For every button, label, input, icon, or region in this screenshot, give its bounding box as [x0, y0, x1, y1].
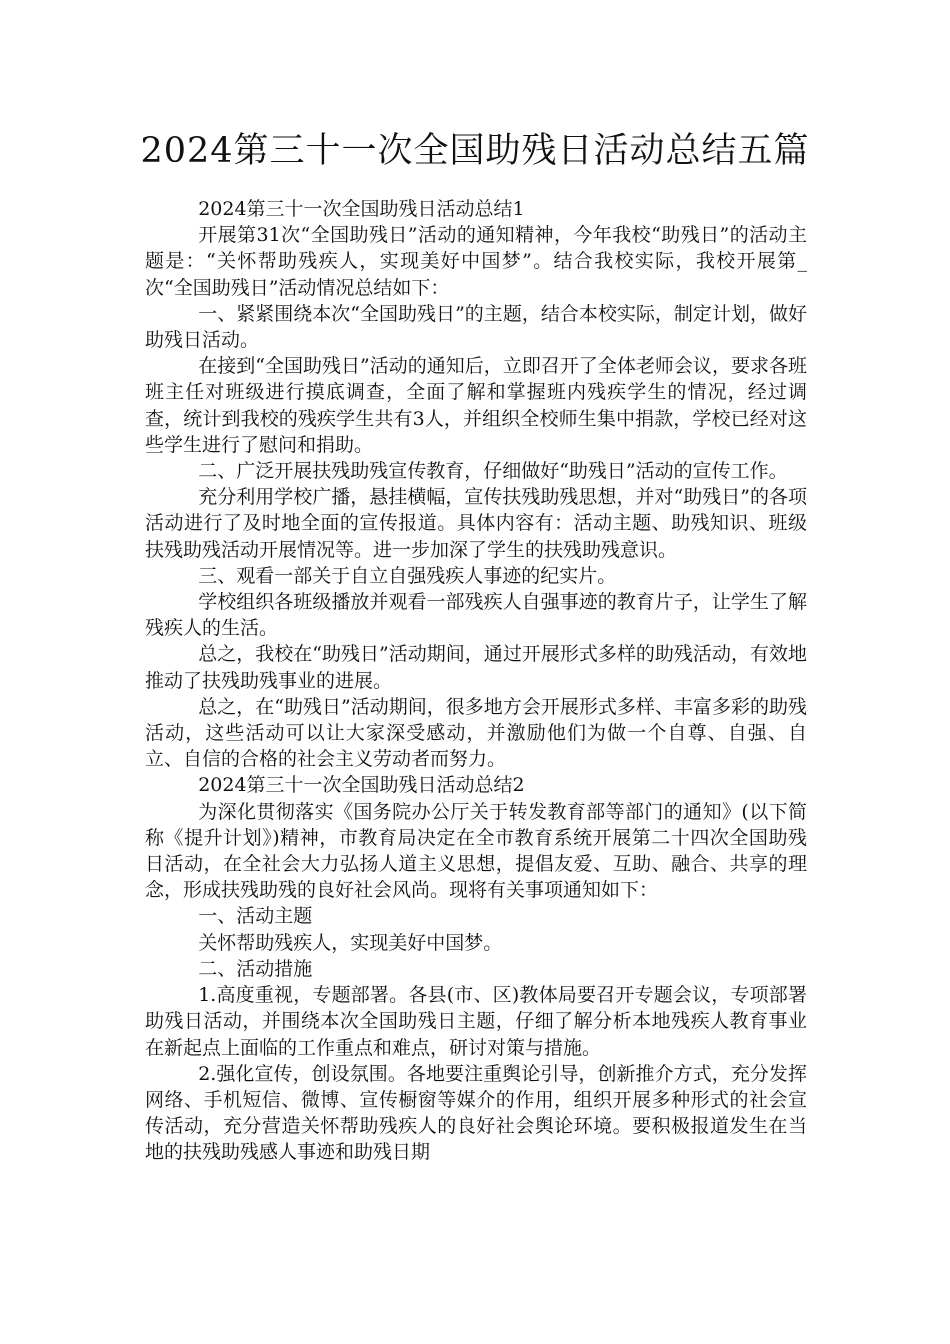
paragraph: 在接到“全国助残日”活动的通知后，立即召开了全体老师会议，要求各班班主任对班级进行摸底调查，全面了解和掌握班内残疾学生的情况，经过调查，统计到我校的残疾学生共有3人，并组织全校师生集中捐款，学校已经对这些学生进行了慰问和捐助。	[145, 355, 807, 456]
section-heading: 2024第三十一次全国助残日活动总结1	[198, 198, 525, 220]
paragraph: 一、活动主题	[198, 905, 313, 928]
paragraph: 一、紧紧围绕本次“全国助残日”的主题，结合本校实际，制定计划，做好助残日活动。	[145, 302, 807, 352]
paragraph: 2.强化宣传，创设氛围。各地要注重舆论引导，创新推介方式，充分发挥网络、手机短信、微博、宣传橱窗等媒介的作用，组织开展多种形式的社会宣传活动，充分营造关怀帮助残疾人的良好社会舆论环境。要积极报道发生在当地的扶残助残感人事迹和助残日期	[145, 1062, 807, 1164]
paragraph: 二、广泛开展扶残助残宣传教育，仔细做好“助残日”活动的宣传工作。	[198, 460, 788, 483]
paragraph: 总之，我校在“助残日”活动期间，通过开展形式多样的助残活动，有效地推动了扶残助残事业的进展。	[145, 643, 807, 692]
paragraph: 二、活动措施	[198, 957, 313, 980]
paragraph: 总之，在“助残日”活动期间，很多地方会开展形式多样、丰富多彩的助残活动，这些活动可以让大家深受感动，并激励他们为做一个自尊、自强、自立、自信的合格的社会主义劳动者而努力。	[145, 695, 807, 771]
paragraph: 为深化贯彻落实《国务院办公厅关于转发教育部等部门的通知》(以下简称《提升计划》)精神，市教育局决定在全市教育系统开展第二十四次全国助残日活动，在全社会大力弘扬人道主义思想，提倡友爱、互助、融合、共享的理念，形成扶残助残的良好社会风尚。现将有关事项通知如下：	[145, 800, 807, 902]
document-title: 2024第三十一次全国助残日活动总结五篇	[140, 131, 810, 171]
paragraph: 三、观看一部关于自立自强残疾人事迹的纪实片。	[198, 564, 617, 587]
paragraph: 学校组织各班级播放并观看一部残疾人自强事迹的教育片子，让学生了解残疾人的生活。	[145, 591, 807, 640]
paragraph: 关怀帮助残疾人，实现美好中国梦。	[198, 931, 503, 954]
paragraph: 开展第31次“全国助残日”活动的通知精神，今年我校“助残日”的活动主题是：“关怀帮助残疾人，实现美好中国梦”。结合我校实际，我校开展第_次“全国助残日”活动情况总结如下：	[145, 224, 807, 299]
paragraph: 充分利用学校广播，悬挂横幅，宣传扶残助残思想，并对“助残日”的各项活动进行了及时地全面的宣传报道。具体内容有：活动主题、助残知识、班级扶残助残活动开展情况等。进一步加深了学生的扶残助残意识。	[145, 486, 807, 561]
paragraph: 1.高度重视，专题部署。各县(市、区)教体局要召开专题会议，专项部署助残日活动，并围绕本次全国助残日主题，仔细了解分析本地残疾人教育事业在新起点上面临的工作重点和难点，研讨对策与措施。	[145, 984, 807, 1059]
section-heading: 2024第三十一次全国助残日活动总结2	[198, 774, 525, 797]
document-body	[145, 196, 807, 1166]
